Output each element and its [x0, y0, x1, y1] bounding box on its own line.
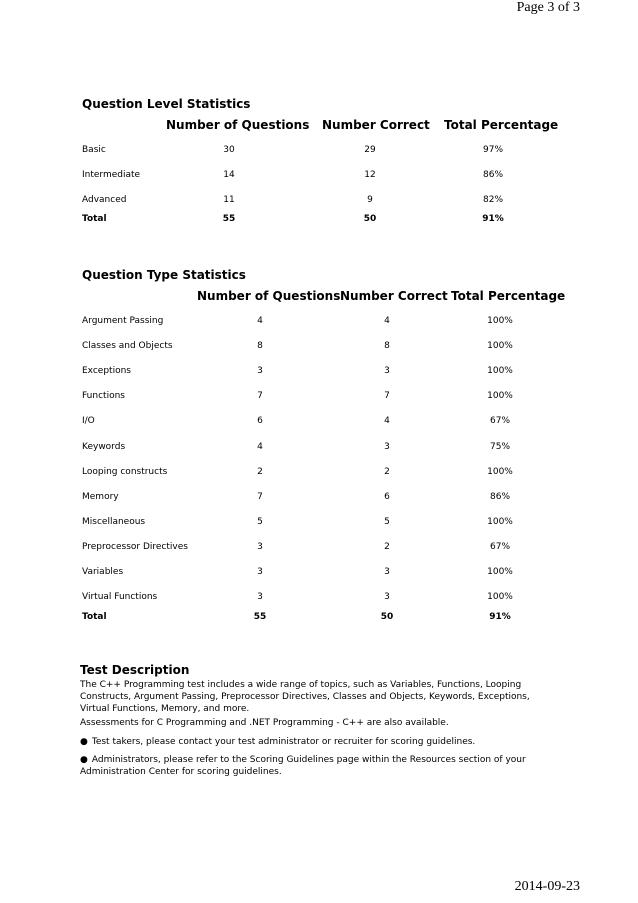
- type-row-correct: 4: [384, 316, 390, 326]
- type-row-questions: 3: [257, 567, 263, 577]
- level-row-correct: 9: [367, 195, 373, 205]
- type-row-correct: 2: [384, 541, 390, 552]
- type-row-label: Looping constructs: [82, 466, 168, 477]
- type-row-correct: 3: [384, 567, 390, 577]
- level-row-questions: 30: [223, 145, 235, 155]
- type-row-label: Functions: [82, 391, 125, 402]
- type-row-label: Keywords: [82, 441, 126, 452]
- level-row-questions: 14: [223, 170, 235, 180]
- type-row-questions: 3: [257, 592, 263, 603]
- level-col-correct: Number Correct: [322, 118, 430, 132]
- bullet-2-text: Administrators, please refer to the Scoring Guidelines page within the Resources section of your Administration Center for scoring guidelines.: [80, 755, 526, 777]
- level-row-correct: 29: [364, 145, 376, 155]
- type-col-percentage: Total Percentage: [451, 289, 566, 303]
- type-row-correct: 3: [384, 592, 390, 603]
- type-row-label: I/O: [82, 416, 95, 427]
- type-row-percentage: 100%: [487, 567, 513, 577]
- type-row-questions: 2: [257, 466, 263, 477]
- type-row-percentage: 67%: [489, 541, 511, 552]
- level-col-questions: Number of Questions: [166, 118, 310, 132]
- type-row-percentage: 100%: [487, 366, 513, 377]
- description-bullet-2: [80, 754, 560, 778]
- bullet-1-text: Test takers, please contact your test administrator or recruiter for scoring guidelines.: [91, 737, 476, 747]
- level-row-label: Basic: [82, 145, 106, 155]
- description-paragraph-2: Assessments for C Programming and .NET Programming - C++ are also available.: [80, 718, 449, 728]
- type-row-questions: 5: [257, 516, 263, 527]
- level-row-questions: 11: [223, 195, 235, 205]
- type-row-questions: 8: [257, 341, 263, 352]
- level-row-percentage: 86%: [482, 170, 504, 180]
- type-col-questions: Number of Questions: [197, 289, 341, 303]
- type-row-label: Preprocessor Directives: [82, 541, 188, 552]
- type-row-percentage: 100%: [487, 466, 513, 477]
- type-row-correct: 50: [380, 612, 394, 622]
- type-row-questions: 3: [257, 366, 263, 377]
- type-row-questions: 7: [257, 491, 263, 502]
- type-row-percentage: 100%: [487, 391, 513, 402]
- level-row-label: Total: [82, 214, 107, 224]
- type-row-label: Memory: [82, 491, 119, 502]
- type-row-label: Miscellaneous: [82, 516, 146, 527]
- type-row-questions: 3: [257, 541, 263, 552]
- level-row-label: Intermediate: [82, 170, 141, 180]
- description-title: Test Description: [80, 663, 190, 677]
- type-col-correct: Number Correct: [340, 289, 448, 303]
- description-bullet-1: [80, 736, 560, 748]
- type-row-correct: 8: [384, 341, 390, 352]
- type-row-correct: 2: [384, 466, 390, 477]
- bullet-icon: ●: [80, 737, 88, 747]
- type-row-label: Classes and Objects: [82, 341, 173, 352]
- type-row-percentage: 91%: [489, 612, 511, 622]
- type-row-percentage: 100%: [487, 341, 513, 352]
- type-row-questions: 4: [257, 441, 263, 452]
- bullet-icon: ●: [80, 755, 88, 765]
- level-row-correct: 12: [364, 170, 376, 180]
- type-row-correct: 7: [384, 391, 390, 402]
- level-stats-title: Question Level Statistics: [82, 97, 251, 111]
- page-number: Page 3 of 3: [516, 0, 580, 15]
- type-stats-title: Question Type Statistics: [82, 268, 246, 282]
- level-row-percentage: 91%: [482, 214, 504, 224]
- level-col-percentage: Total Percentage: [444, 118, 559, 132]
- type-row-correct: 3: [384, 441, 390, 452]
- level-row-label: Advanced: [82, 195, 127, 205]
- type-row-questions: 7: [257, 391, 263, 402]
- type-row-correct: 4: [384, 416, 390, 427]
- type-row-percentage: 86%: [489, 491, 511, 502]
- type-row-percentage: 100%: [487, 592, 513, 603]
- type-row-label: Argument Passing: [82, 316, 164, 326]
- type-row-percentage: 100%: [487, 516, 513, 527]
- type-row-percentage: 67%: [489, 416, 511, 427]
- type-row-label: Exceptions: [82, 366, 131, 377]
- type-row-correct: 6: [384, 491, 390, 502]
- page-date: 2014-09-23: [514, 879, 580, 894]
- type-row-questions: 6: [257, 416, 263, 427]
- type-row-label: Virtual Functions: [82, 592, 158, 603]
- type-row-correct: 3: [384, 366, 390, 377]
- level-row-questions: 55: [222, 214, 236, 224]
- type-row-questions: 55: [253, 612, 267, 622]
- level-row-correct: 50: [363, 214, 377, 224]
- type-row-questions: 4: [257, 316, 263, 326]
- type-row-label: Total: [82, 612, 107, 622]
- type-row-correct: 5: [384, 516, 390, 527]
- level-row-percentage: 97%: [482, 145, 504, 155]
- type-row-percentage: 100%: [487, 316, 513, 326]
- type-row-percentage: 75%: [489, 441, 511, 452]
- description-paragraph-1: The C++ Programming test includes a wide range of topics, such as Variables, Functions, Looping Constructs, Argument Passing, Preprocessor Directives, Classes and Objects, Keywords, Exceptions, Virtual Functions, Memory, and more.: [80, 680, 530, 714]
- level-row-percentage: 82%: [482, 195, 504, 205]
- type-row-label: Variables: [82, 567, 124, 577]
